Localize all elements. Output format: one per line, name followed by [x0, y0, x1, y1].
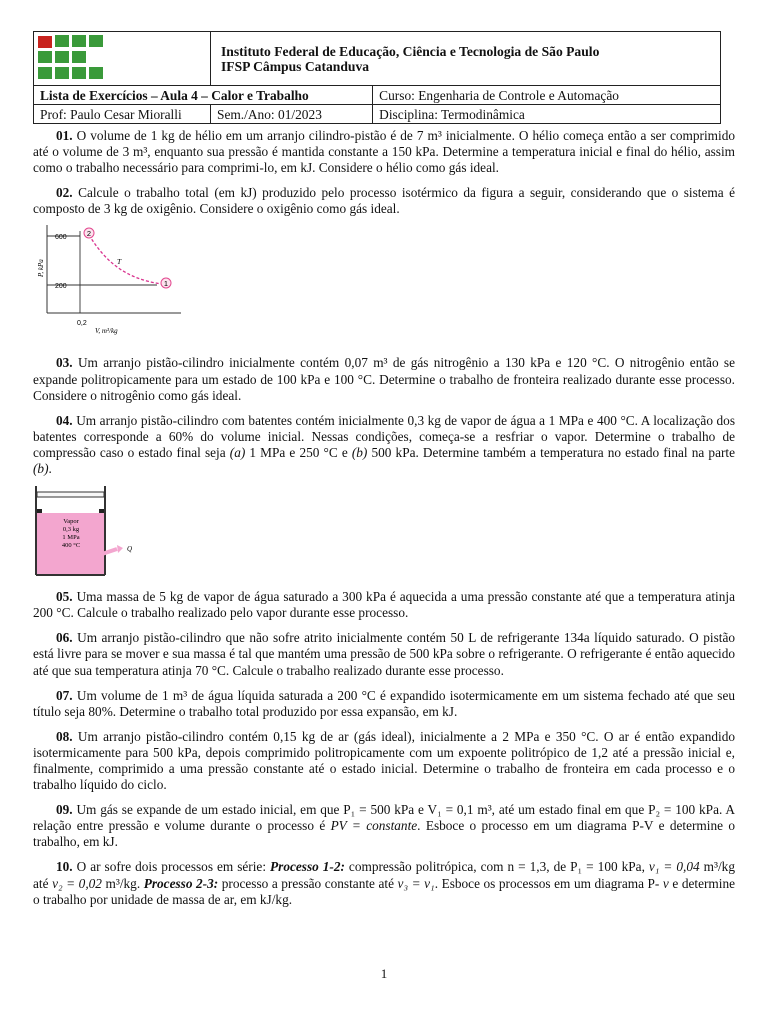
exercise-list: [33, 128, 735, 917]
question-text: . Esboce os processos em um diagrama P-: [434, 875, 663, 891]
question-number: 01.: [56, 128, 73, 143]
semester-label: Sem./Ano: 01/2023: [211, 105, 373, 124]
stop-right: [99, 509, 104, 513]
question-text: O volume de 1 kg de hélio em um arranjo cilindro-pistão é de 7 m³ inicialmente. O hélio começa então a ser comprimido até o volume de 3 m³, enquanto sua pressão é mantida constante a 150 kPa. Determine a temperatura inicial e final do hélio, assim como o trabalho necessário para comprimi-lo, em kJ. Considere o hélio como gás ideal.: [33, 128, 735, 176]
piston-cylinder-figure: [33, 483, 143, 579]
question-text: compressão politrópica, com n = 1,3, de P₁ = 100 kPa,: [344, 859, 649, 875]
institution-cell: [211, 32, 721, 86]
ifsp-logo-icon: [34, 32, 210, 82]
question-08: [33, 729, 735, 793]
pv-equation: PV = constante: [330, 818, 418, 834]
v1-value: v₁ = 0,04: [648, 859, 700, 875]
question-07: [33, 688, 735, 720]
question-text: Um arranjo pistão-cilindro inicialmente contém 0,07 m³ de gás nitrogênio a 130 kPa e 120 °C. O nitrogênio então se expande politropicamente para um estado de 100 kPa e 100 °C. Determine o trabalho de fronteira realizado durante esse processo. Considere o nitrogênio como gás ideal.: [33, 355, 735, 403]
isotherm-curve: [89, 235, 162, 284]
question-02: [33, 185, 735, 217]
x-axis-label: V, m³/kg: [95, 327, 118, 336]
question-text: Calcule o trabalho total (em kJ) produzido pelo processo isotérmico da figura a seguir, considerando que o sistema é composto de 3 kg de oxigênio. Considere o oxigênio como gás ideal.: [33, 185, 735, 217]
process-2-3-label: Processo 2-3:: [143, 875, 219, 891]
question-number: 10.: [56, 859, 73, 875]
question-number: 03.: [56, 355, 73, 371]
part-b-label: (b): [351, 444, 368, 460]
question-04: [33, 413, 735, 477]
question-01: [33, 128, 735, 176]
vapor-label: Vapor: [63, 518, 79, 526]
question-text: Um gás se expande de um estado inicial, em que P₁ = 500 kPa e V₁ = 0,1 m³, até um estado final em que P₂ = 100 kPa. A relação entre pressão e volume durante o processo é: [33, 802, 735, 834]
list-title: Lista de Exercícios – Aula 4 – Calor e Trabalho: [34, 86, 373, 105]
question-number: 08.: [56, 728, 73, 744]
logo-red-square: [38, 36, 52, 48]
stop-left: [37, 509, 42, 513]
question-09: [33, 802, 735, 850]
campus-name: IFSP Câmpus Catanduva: [221, 58, 370, 74]
question-text: processo a pressão constante até: [218, 875, 398, 891]
course-label: Curso: Engenharia de Controle e Automação: [373, 86, 721, 105]
question-number: 06.: [56, 630, 73, 646]
question-number: 05.: [56, 589, 73, 605]
question-text: 500 kPa. Determine também a temperatura no estado final na parte: [367, 444, 735, 460]
question-text: . Esboce o processo em um diagrama P-V e determine o trabalho, em kJ.: [33, 818, 735, 850]
professor-label: Prof: Paulo Cesar Mioralli: [34, 105, 211, 124]
v3-equation: v₃ = v₁: [397, 875, 435, 891]
question-05: [33, 589, 735, 621]
y-tick-600: 600: [55, 234, 67, 242]
question-text: Um arranjo pistão-cilindro contém 0,15 kg de ar (gás ideal), inicialmente a 2 MPa e 350 °C. O ar é então expandido isotermicamente para 500 kPa, depois comprimido politropicamente com um expoente politrópico de 1,2 até a pressão inicial e, finalmente, comprimido a uma pressão constante até o estado inicial. Determine o trabalho de fronteira em cada processo e o trabalho líquido do ciclo.: [33, 728, 735, 793]
question-number: 04.: [56, 412, 73, 428]
v2-value: v₂ = 0,02: [52, 875, 102, 891]
discipline-label: Disciplina: Termodinâmica: [373, 105, 721, 124]
question-number: 07.: [56, 687, 73, 703]
heat-label: Q: [127, 545, 133, 554]
v-symbol: v: [662, 875, 669, 891]
question-text: .: [48, 461, 52, 477]
curve-label: T: [117, 257, 122, 267]
state-2-label: 2: [86, 229, 92, 239]
question-text: m³/kg até: [33, 859, 735, 891]
question-number: 09.: [56, 802, 73, 818]
question-06: [33, 630, 735, 678]
question-text: e determine o trabalho por unidade de massa de ar, em kJ/kg.: [33, 875, 736, 907]
header-table: [33, 31, 721, 124]
logo-cell: [34, 32, 211, 86]
pv-diagram: [35, 221, 195, 343]
part-b-label: (b): [33, 461, 49, 477]
institution-name: Instituto Federal de Educação, Ciência e Tecnologia de São Paulo: [221, 43, 600, 59]
question-number: 02.: [56, 185, 73, 201]
y-tick-200: 200: [55, 283, 67, 291]
question-text: Uma massa de 5 kg de vapor de água saturado a 300 kPa é aquecida a uma pressão constante até que a temperatura atinja 200 °C. Calcule o trabalho realizado pelo vapor durante esse processo.: [33, 589, 735, 621]
pressure-label: 1 MPa: [62, 534, 80, 542]
mass-label: 0,3 kg: [62, 526, 80, 534]
x-tick-02: 0,2: [77, 320, 87, 328]
state-1-label: 1: [163, 279, 169, 289]
question-10: [33, 859, 735, 907]
part-a-label: (a): [229, 444, 246, 460]
question-text: m³/kg.: [101, 875, 144, 891]
question-text: 1 MPa e 250 °C e: [245, 444, 352, 460]
question-text: O ar sofre dois processos em série:: [76, 859, 271, 875]
question-text: Um arranjo pistão-cilindro com batentes contém inicialmente 0,3 kg de vapor de água a 1 MPa e 400 °C. A localização dos batentes corresponde a 60% do volume inicial. Nessas condições, começa-se a resfriar o vapor. Determine o trabalho de compressão caso o estado final seja: [33, 412, 736, 460]
question-text: Um volume de 1 m³ de água líquida saturada a 200 °C é expandido isotermicamente em um sistema fechado até que seu título seja 80%. Determine o trabalho total produzido por essa expansão, em kJ.: [33, 687, 735, 719]
y-axis-label: P, kPa: [37, 259, 45, 278]
question-03: [33, 355, 735, 403]
piston: [37, 492, 104, 497]
question-text: Um arranjo pistão-cilindro que não sofre atrito inicialmente contém 50 L de refrigerante 134a líquido saturado. O pistão está livre para se mover e sua massa é tal que mantém uma pressão de 500 kPa sobre o refrigerante. O refrigerante é então aquecido até que sua temperatura atinja 70 °C. Calcule o trabalho realizado durante esse processo.: [33, 630, 735, 678]
temperature-label: 400 °C: [61, 542, 81, 550]
page-number: 1: [380, 966, 388, 981]
process-1-2-label: Processo 1-2:: [270, 859, 345, 875]
